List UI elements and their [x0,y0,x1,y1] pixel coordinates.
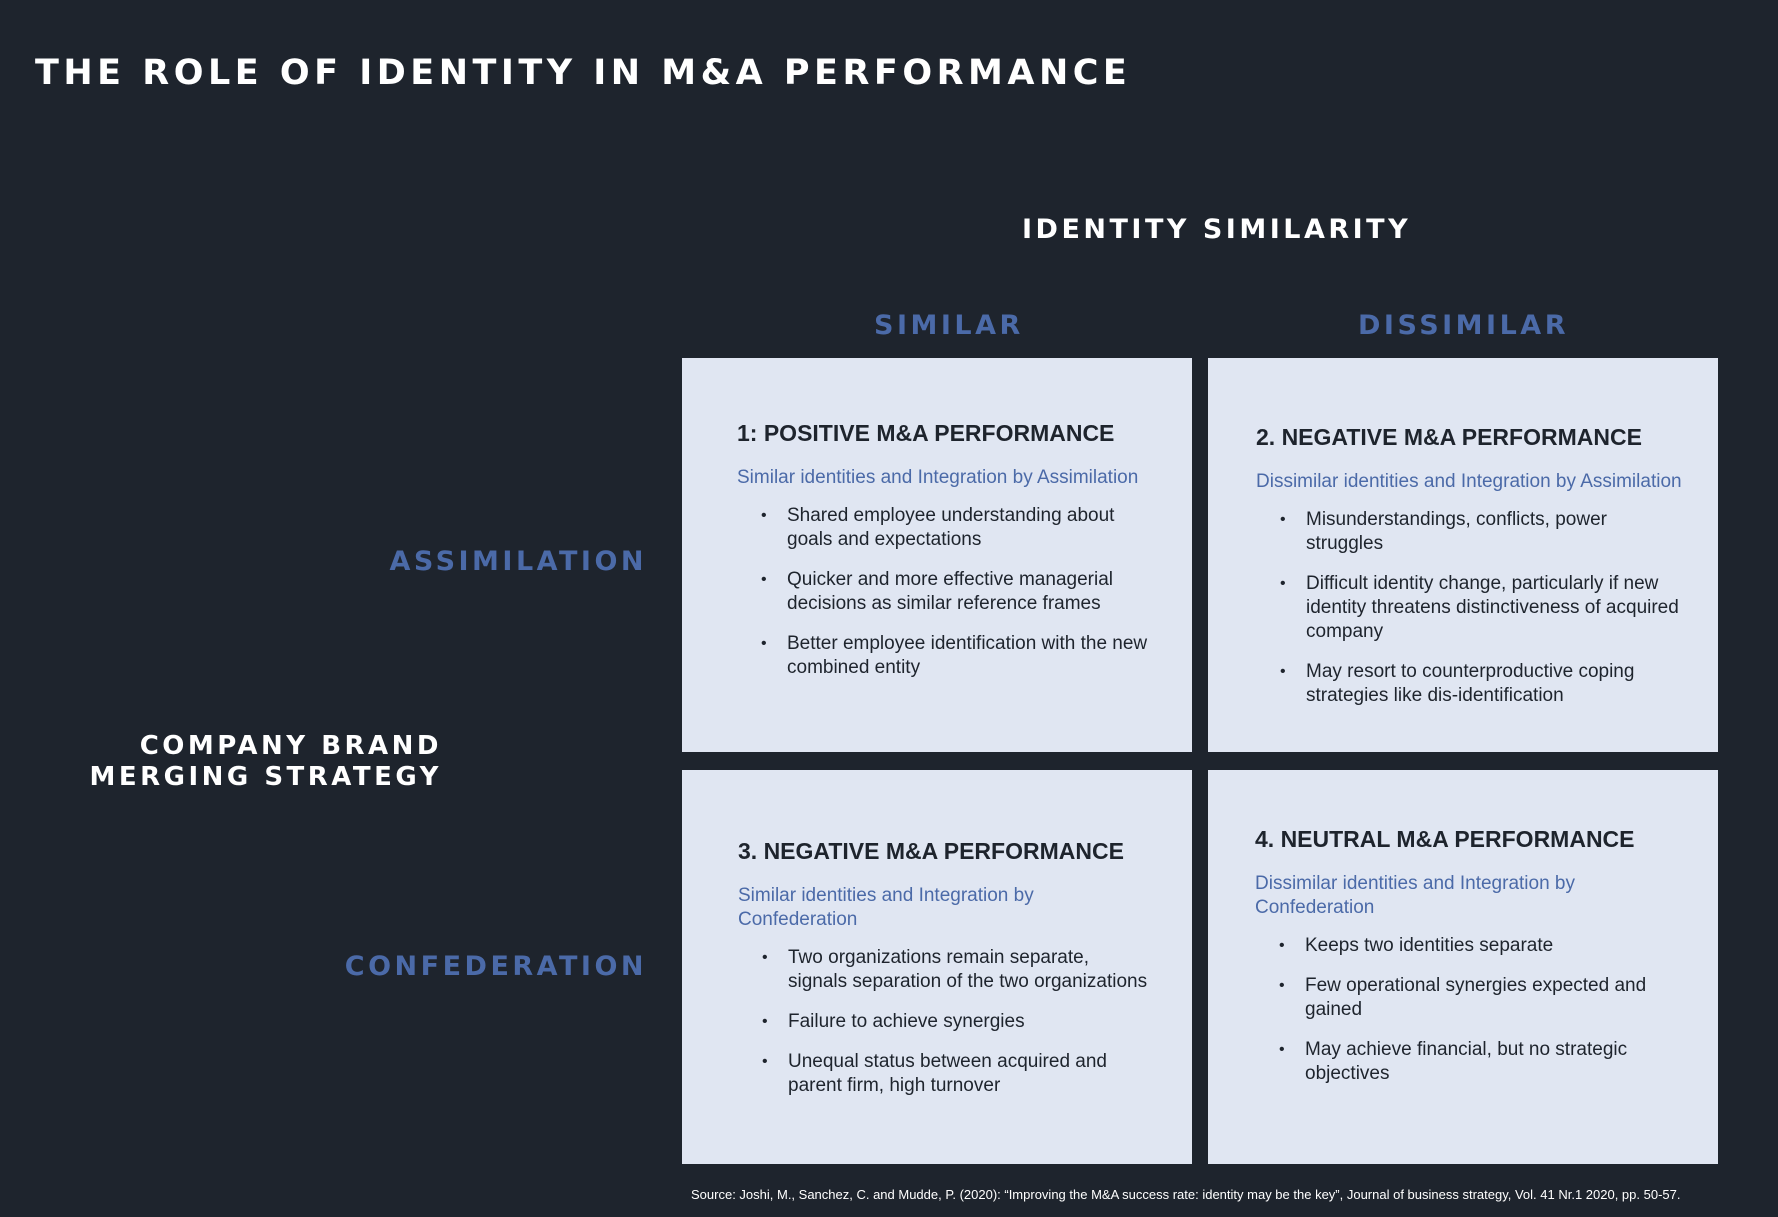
quadrant-1-positive-performance [682,358,1192,752]
bullet-list [738,946,1152,1098]
quadrant-4-neutral-performance [1208,770,1718,1164]
row-label-confederation: CONFEDERATION [344,951,647,982]
quadrant-3-negative-performance [682,770,1192,1164]
quadrant-title: 2. NEGATIVE M&A PERFORMANCE [1256,424,1642,450]
bullet-item: • Unequal status between acquired and parent firm, high turnover [788,1050,1152,1098]
row-label-assimilation: ASSIMILATION [389,546,647,577]
bullet-list [1256,508,1688,708]
quadrant-subtitle: Dissimilar identities and Integration by Confederation [1255,872,1575,918]
bullet-item: • Better employee identification with the new combined entity [787,632,1152,680]
bullet-item: • Two organizations remain separate, signals separation of the two organizations [788,946,1152,994]
bullet-item: • Keeps two identities separate [1305,934,1688,958]
merging-strategy-axis-title-line2: MERGING STRATEGY [89,762,442,793]
source-citation: Source: Joshi, M., Sanchez, C. and Mudde, P. (2020): “Improving the M&A success rate: identity may be the key”, Journal of business strategy, Vol. 41 Nr.1 2020, pp. 50-57. [691,1187,1681,1202]
bullet-item: • Difficult identity change, particularly if new identity threatens distinctiveness of acquired company [1306,572,1688,644]
bullet-item: • Few operational synergies expected and gained [1305,974,1688,1022]
column-label-similar: SIMILAR [874,310,1024,341]
quadrant-title: 3. NEGATIVE M&A PERFORMANCE [738,838,1124,864]
bullet-item: • Shared employee understanding about goals and expectations [787,504,1152,552]
merging-strategy-axis-title [90,731,443,793]
column-label-dissimilar: DISSIMILAR [1358,310,1569,341]
bullet-item: • Misunderstandings, conflicts, power struggles [1306,508,1688,556]
bullet-item: • Failure to achieve synergies [788,1010,1152,1034]
quadrant-subtitle: Similar identities and Integration by Assimilation [737,466,1139,488]
quadrant-title: 4. NEUTRAL M&A PERFORMANCE [1255,826,1635,852]
bullet-item: • May resort to counterproductive coping strategies like dis-identification [1306,660,1688,708]
quadrant-title: 1: POSITIVE M&A PERFORMANCE [737,420,1115,446]
bullet-list [737,504,1152,680]
bullet-item: • Quicker and more effective managerial decisions as similar reference frames [787,568,1152,616]
quadrant-subtitle: Dissimilar identities and Integration by Assimilation [1256,470,1682,492]
bullet-list [1255,934,1688,1086]
identity-similarity-axis-title: IDENTITY SIMILARITY [1022,214,1412,245]
merging-strategy-axis-title-line1: COMPANY BRAND [139,731,442,761]
page-title: THE ROLE OF IDENTITY IN M&A PERFORMANCE [35,53,1132,93]
quadrant-2-negative-performance [1208,358,1718,752]
quadrant-subtitle: Similar identities and Integration by Confederation [738,884,1034,930]
bullet-item: • May achieve financial, but no strategic objectives [1305,1038,1688,1086]
